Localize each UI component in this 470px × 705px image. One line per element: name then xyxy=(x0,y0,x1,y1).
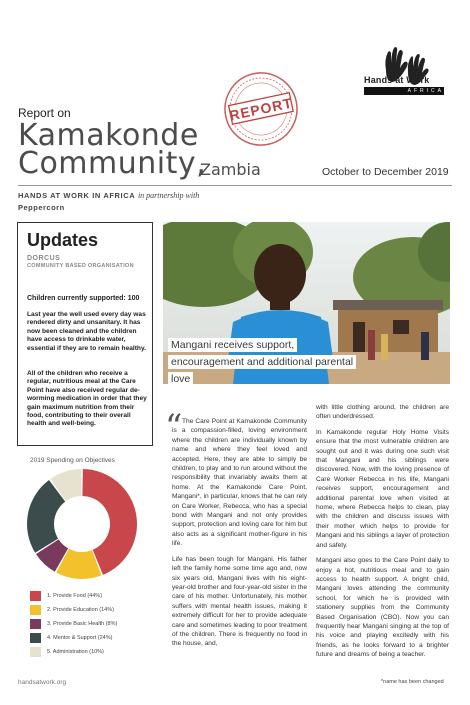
article-paragraph: Mangani also goes to the Care Point daily to enjoy a hot, nutritious meal and to gain access to health support. A bright child, Mangani loves attending the community school, for which he is provided with stationery supplies from the Community Based Organisation (CBO). Now you can frequently hear Mangani singing at the top of his voice and playing excitedly with his friends, as he looks forward to a brighter future and dreams of being a teacher. xyxy=(316,557,449,659)
logo-name: Hands at Work xyxy=(364,75,430,85)
footnote: *name has been changed xyxy=(381,679,444,685)
partner-org: HANDS AT WORK IN AFRICA xyxy=(18,191,136,200)
spending-donut-chart xyxy=(24,466,140,582)
legend-label: 3. Provide Basic Health (8%) xyxy=(47,621,118,627)
updates-paragraph-1: Last year the well used every day was rendered dirty and unsanitary. It has now been cleaned and the children have access to drinkable water, essential if they are to remain healthy. xyxy=(27,311,146,352)
children-label: Children currently supported: xyxy=(27,295,128,302)
partner-line xyxy=(18,191,199,200)
report-label: Report on xyxy=(18,106,71,120)
article-paragraph: The Care Point at Kamakonde Community is a compassion-filled, loving environment where the children are individually known by name and where they feel loved and accepted. Here, they are able to simply be children, to play and to run around without the responsibility that invariably awaits them at home. At the Kamakonde Care Point, Mangani*, in particular, knows that he can rely on Care Worker, Rebecca, who has a special bond with Mangani and not only provides support, protection and loving care for him but also acts as a significant mother-figure in his life. xyxy=(172,418,307,548)
country-label: Zambia xyxy=(200,160,261,179)
legend-label: 2. Provide Education (14%) xyxy=(47,607,114,613)
legend-label: 4. Mentor & Support (24%) xyxy=(47,635,113,641)
page-title-line1: Kamakonde xyxy=(18,118,199,153)
article-paragraph: In Kamakonde regular Holy Home Visits ensure that the most vulnerable children are sought out and it was during one such visit that Mangani and his siblings were discovered. Now, with the loving presence of Care Worker Rebecca in his life, Mangani receives support, encouragement and additional parental love when visited at home, where Rebecca helps to clean, play with the children and discuss issues with their mother which helps to provide for Mangani and his siblings a layer of protection and safety. xyxy=(316,428,449,549)
report-dates: October to December 2019 xyxy=(322,166,449,178)
stamp-text: REPORT xyxy=(227,94,295,124)
page-title-line2: Community, xyxy=(18,146,207,181)
updates-org: COMMUNITY BASED ORGANISATION xyxy=(27,263,134,269)
legend-item xyxy=(30,591,102,601)
legend-swatch xyxy=(30,619,41,629)
legend-label: 5. Administration (10%) xyxy=(47,649,104,655)
photo-caption-text: Mangani receives support, encouragement and additional parental love xyxy=(168,338,356,386)
updates-paragraph-2: All of the children who receive a regular, nutritious meal at the Care Point have also received regular de-worming medication in order that they gain maximum nutrition from their food, contributing to their overall health and well-being. xyxy=(27,370,147,428)
updates-title: Updates xyxy=(27,230,99,250)
children-count: 100 xyxy=(127,295,140,302)
report-stamp-icon xyxy=(220,68,302,150)
logo-subtitle: AFRICA xyxy=(364,87,444,95)
legend-swatch xyxy=(30,591,41,601)
header-divider xyxy=(18,185,452,186)
partner-name: Peppercorn xyxy=(18,203,65,212)
legend-item xyxy=(30,605,114,615)
legend-item xyxy=(30,633,112,643)
updates-person: DORCUS xyxy=(27,255,61,262)
legend-swatch xyxy=(30,605,41,615)
legend-swatch xyxy=(30,647,41,657)
spending-title: 2019 Spending on Objectives xyxy=(30,457,115,464)
article-paragraph: Life has been tough for Mangani. His father left the family home some time ago and, now six years old, Mangani lives with his eight-year-old brother and four-year-old sister in the care of his mother. Unfortunately, his mother suffers with mental health issues, making it extremely difficult for her to provide adequate care and sometimes leading to poor treatment of the children. There is frequently no food in the house, and, xyxy=(172,555,307,648)
legend-item xyxy=(30,619,117,629)
legend-item xyxy=(30,647,104,657)
children-supported xyxy=(27,295,147,302)
photo-caption xyxy=(168,337,368,388)
quote-mark-icon: “ xyxy=(165,407,183,447)
legend-label: 1. Provide Food (44%) xyxy=(47,593,103,599)
article-column-1 xyxy=(172,417,307,655)
article-column-2 xyxy=(316,403,449,666)
partner-phrase: in partnership with xyxy=(137,191,200,200)
article-paragraph: with little clothing around, the children are often underdressed. xyxy=(316,404,449,421)
footer-url[interactable]: handsatwork.org xyxy=(18,679,67,686)
legend-swatch xyxy=(30,633,41,643)
